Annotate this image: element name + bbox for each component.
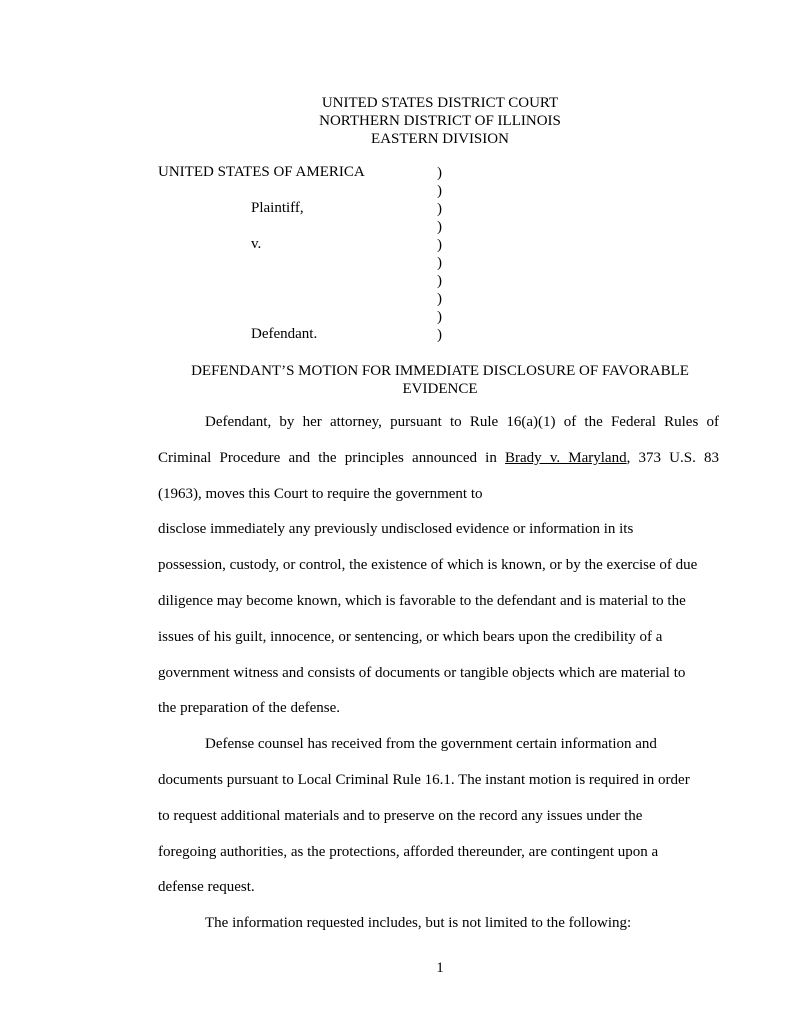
paragraph-text: Criminal Procedure and the principles announced in [158, 449, 506, 466]
versus-label: v. [251, 236, 262, 252]
paragraph-line: disclose immediately any previously undisclosed evidence or information in its [158, 521, 634, 538]
court-district: NORTHERN DISTRICT OF ILLINOIS [319, 113, 561, 129]
caption-paren: ) [437, 309, 442, 325]
paragraph-text: , 373 U.S. 83 [626, 449, 719, 466]
plaintiff-label: Plaintiff, [251, 200, 304, 216]
case-caption [158, 164, 558, 354]
caption-paren: ) [437, 327, 442, 343]
paragraph-line: defense request. [158, 879, 255, 896]
caption-paren: ) [437, 237, 442, 253]
paragraph-line: The information requested includes, but is not limited to the following: [205, 915, 632, 932]
plaintiff-name: UNITED STATES OF AMERICA [158, 164, 365, 180]
defendant-label: Defendant. [251, 326, 318, 342]
caption-paren: ) [437, 165, 442, 181]
caption-paren: ) [437, 201, 442, 217]
motion-title-line: DEFENDANT’S MOTION FOR IMMEDIATE DISCLOSURE OF FAVORABLE [191, 363, 689, 379]
paragraph-line: to request additional materials and to preserve on the record any issues under the [158, 807, 643, 824]
motion-body [158, 405, 719, 942]
caption-paren: ) [437, 255, 442, 271]
caption-paren: ) [437, 291, 442, 307]
court-name: UNITED STATES DISTRICT COURT [321, 95, 559, 111]
paragraph-line: the preparation of the defense. [158, 700, 340, 717]
paragraph-line: foregoing authorities, as the protections, afforded thereunder, are contingent upon a [158, 843, 659, 860]
paragraph-line: Defendant, by her attorney, pursuant to Rule 16(a)(1) of the Federal Rules of [205, 414, 719, 430]
caption-paren: ) [437, 219, 442, 235]
paragraph-line: Defense counsel has received from the government certain information and [205, 736, 657, 753]
court-division: EASTERN DIVISION [371, 131, 509, 147]
page-number: 1 [436, 960, 444, 976]
caption-paren: ) [437, 183, 442, 199]
motion-title-line: EVIDENCE [402, 381, 478, 397]
caption-paren-column [437, 164, 442, 344]
court-header [0, 94, 791, 148]
motion-title [160, 362, 720, 398]
case-citation: Brady v. Maryland [505, 449, 627, 466]
paragraph-line: possession, custody, or control, the existence of which is known, or by the exercise of due [158, 557, 698, 574]
paragraph-line: government witness and consists of documents or tangible objects which are material to [158, 664, 686, 681]
paragraph-line: documents pursuant to Local Criminal Rule 16.1. The instant motion is required in order [158, 771, 690, 788]
paragraph-line: issues of his guilt, innocence, or sentencing, or which bears upon the credibility of a [158, 628, 663, 645]
caption-paren: ) [437, 273, 442, 289]
paragraph-line: (1963), moves this Court to require the government to [158, 485, 483, 502]
paragraph-line [158, 441, 719, 477]
paragraph-line: diligence may become known, which is favorable to the defendant and is material to the [158, 592, 686, 609]
